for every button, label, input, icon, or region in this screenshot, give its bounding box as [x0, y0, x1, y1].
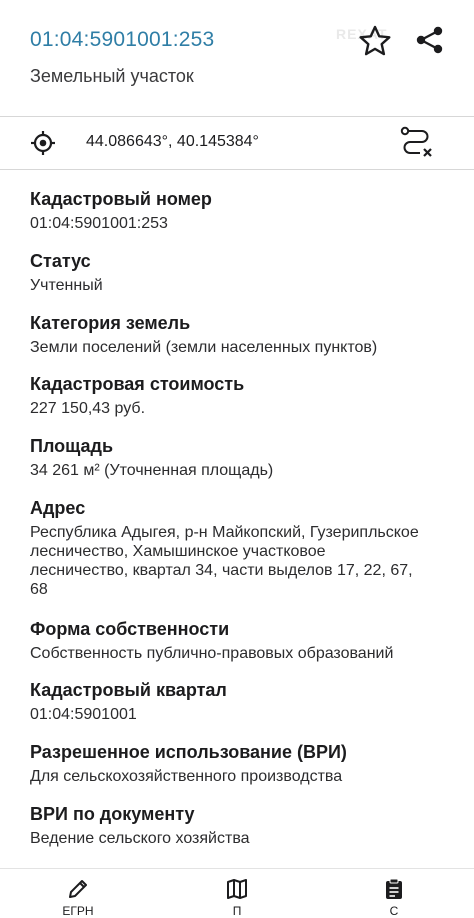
field-label: Разрешенное использование (ВРИ)	[30, 742, 347, 762]
route-icon[interactable]	[398, 125, 434, 161]
field-label: Форма собственности	[30, 619, 230, 639]
field-value: Собственность публично-правовых образований	[30, 645, 394, 662]
nav-tab-map[interactable]	[197, 869, 277, 918]
field-permitted-use-document	[30, 803, 460, 848]
field-label: ВРИ по документу	[30, 804, 195, 824]
field-value: 01:04:5901001:253	[30, 215, 168, 232]
field-label: Кадастровая стоимость	[30, 374, 245, 394]
field-value: 227 150,43 руб.	[30, 400, 146, 417]
location-target-icon	[30, 130, 56, 156]
field-label: Площадь	[30, 436, 114, 456]
share-icon[interactable]	[414, 24, 446, 56]
cadastral-number-link[interactable]: 01:04:5901001:253	[30, 28, 215, 51]
field-value: 01:04:5901001	[30, 706, 137, 723]
nav-label: ЕГРН	[62, 904, 94, 918]
nav-tab-info[interactable]	[354, 869, 434, 918]
field-value: Земли поселений (земли населенных пунктов)	[30, 339, 378, 356]
nav-tab-egrn[interactable]	[38, 869, 118, 918]
field-label: Кадастровый квартал	[30, 680, 227, 700]
field-area	[30, 435, 460, 480]
object-type: Земельный участок	[30, 66, 194, 86]
clipboard-icon	[382, 877, 406, 901]
watermark: REXAT	[336, 26, 388, 42]
field-value: Учтенный	[30, 277, 103, 294]
field-value: Для сельскохозяйственного производства	[30, 768, 343, 785]
field-cadastral-value	[30, 373, 460, 418]
header	[0, 0, 474, 116]
coordinates-text: 44.086643°, 40.145384°	[86, 133, 259, 150]
field-cadastral-quarter	[30, 679, 460, 724]
field-cadastral-number	[30, 188, 460, 233]
star-icon[interactable]	[358, 24, 392, 58]
field-value: Ведение сельского хозяйства	[30, 830, 250, 847]
bottom-navigation	[0, 868, 474, 918]
nav-label: С	[389, 904, 399, 918]
field-value: 34 261 м² (Уточненная площадь)	[30, 462, 274, 479]
map-icon	[225, 877, 249, 901]
field-label: Статус	[30, 251, 91, 271]
coordinates-row[interactable]	[0, 117, 474, 169]
field-label: Кадастровый номер	[30, 189, 212, 209]
field-ownership	[30, 618, 460, 663]
field-label: Адрес	[30, 498, 86, 518]
field-status	[30, 250, 460, 295]
field-value: Республика Адыгея, р-н Майкопский, Гузерипльское лесничество, Хамышинское участковое лесничество, квартал 34, части выделов 17, 22, 67, 68	[30, 524, 419, 598]
field-permitted-use	[30, 741, 460, 786]
details-list	[0, 170, 474, 870]
field-label: Категория земель	[30, 313, 191, 333]
pencil-icon	[66, 877, 90, 901]
field-address	[30, 497, 460, 599]
nav-label: П	[232, 904, 242, 918]
field-land-category	[30, 312, 460, 357]
